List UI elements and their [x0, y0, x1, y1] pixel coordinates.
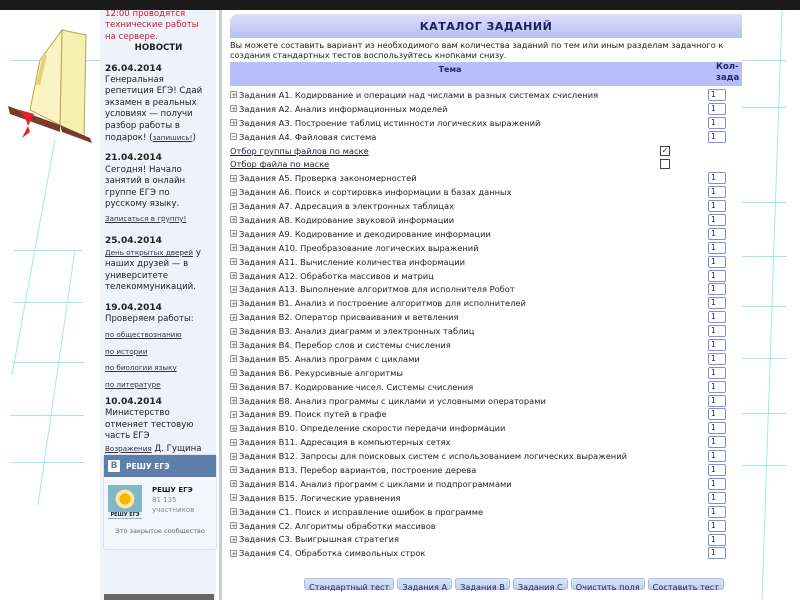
topic-label[interactable]: Задания A11. Вычисление количества информации: [239, 256, 466, 267]
intro-text: [230, 40, 742, 60]
expand-icon[interactable]: +: [231, 535, 237, 544]
expand-icon[interactable]: +: [231, 216, 237, 225]
task-count-input[interactable]: 1: [708, 242, 726, 254]
task-count-input[interactable]: 1: [708, 117, 726, 129]
avatar-label: РЕШУ ЕГЭ: [108, 512, 142, 518]
topic-label[interactable]: Задания A2. Анализ информационных моделей: [239, 103, 448, 114]
expand-icon[interactable]: +: [231, 341, 237, 350]
expand-icon[interactable]: +: [231, 313, 237, 322]
topic-row: [230, 352, 742, 366]
open-day-link[interactable]: День открытых дверей: [105, 247, 194, 257]
topic-label[interactable]: Задания A13. Выполнение алгоритмов для исполнителя Робот: [239, 284, 515, 295]
topic-label[interactable]: Задания A6. Поиск и сортировка информации в базах данных: [239, 187, 512, 198]
topic-label[interactable]: Задания C3. Выигрышная стратегия: [239, 534, 399, 545]
news-item: [105, 64, 212, 145]
expand-icon[interactable]: +: [231, 299, 237, 308]
vk-group-name[interactable]: РЕШУ ЕГЭ: [152, 486, 193, 494]
social-studies-link[interactable]: по обществознанию: [105, 330, 182, 340]
topic-label[interactable]: Задания B1. Анализ и построение алгоритмов для исполнителей: [239, 298, 526, 309]
expand-icon[interactable]: +: [231, 230, 237, 239]
topic-row: [230, 394, 742, 408]
subtopic-link[interactable]: Отбор файла по маске: [230, 159, 330, 170]
news-date: 10.04.2014: [105, 396, 162, 407]
topic-row: [230, 546, 742, 560]
topic-row: [230, 366, 742, 380]
topic-row: [230, 519, 742, 533]
expand-icon[interactable]: +: [231, 494, 237, 503]
column-header-count-line: Кол-: [716, 62, 739, 72]
topic-row: [230, 185, 742, 199]
grid-diagonals-right: [742, 10, 800, 600]
topic-label[interactable]: Задания A1. Кодирование и операции над числами в разных системах счисления: [239, 89, 599, 100]
news-date: 26.04.2014: [105, 63, 162, 74]
topic-row: [230, 282, 742, 296]
biology-link[interactable]: по биологии языку: [105, 363, 177, 373]
expand-icon[interactable]: +: [231, 174, 237, 183]
task-count-input[interactable]: 1: [708, 200, 726, 212]
task-count-input[interactable]: 1: [708, 534, 726, 546]
tasks-a-button[interactable]: Задания A: [397, 578, 452, 590]
news-text-end: ): [192, 133, 196, 144]
news-author: Д. Гущина: [151, 443, 202, 454]
expand-icon[interactable]: +: [231, 91, 237, 100]
task-count-input[interactable]: 1: [708, 311, 726, 323]
topic-label[interactable]: Задания B14. Анализ программ с циклами и подпрограммами: [239, 478, 512, 489]
topic-row: [230, 102, 742, 116]
tasks-b-button[interactable]: Задания B: [455, 578, 510, 590]
expand-icon[interactable]: +: [231, 383, 237, 392]
task-count-input[interactable]: 1: [708, 89, 726, 101]
task-count-input[interactable]: 1: [708, 103, 726, 115]
page-title: КАТАЛОГ ЗАДАНИЙ: [230, 14, 742, 38]
expand-icon[interactable]: +: [231, 424, 237, 433]
topic-row: [230, 421, 742, 435]
window-top-bar: [0, 0, 800, 10]
topic-label[interactable]: Задания A10. Преобразование логических выражений: [239, 242, 479, 253]
topic-list: [230, 88, 742, 560]
sidebar-divider: [219, 10, 222, 600]
expand-icon[interactable]: +: [231, 397, 237, 406]
topic-row: [230, 255, 742, 269]
topic-label[interactable]: Задания B2. Оператор присваивания и ветвления: [239, 312, 459, 323]
topic-row: [230, 338, 742, 352]
task-count-input[interactable]: 1: [708, 381, 726, 393]
vk-closed-note: Это закрытое сообщество: [115, 527, 205, 535]
main-content: [224, 10, 742, 600]
expand-icon[interactable]: +: [231, 355, 237, 364]
topic-label[interactable]: Задания B10. Определение скорости передачи информации: [239, 423, 506, 434]
task-count-input[interactable]: 1: [708, 450, 726, 462]
news-item: [105, 303, 212, 391]
task-count-input[interactable]: 1: [708, 436, 726, 448]
collapse-icon[interactable]: −: [231, 133, 237, 142]
task-count-input[interactable]: 1: [708, 325, 726, 337]
expand-icon[interactable]: +: [231, 438, 237, 447]
expand-icon[interactable]: +: [231, 480, 237, 489]
news-date: 19.04.2014: [105, 302, 162, 313]
topic-label[interactable]: Задания B8. Анализ программы с циклами и условными операторами: [239, 395, 546, 406]
topic-row: [230, 130, 742, 144]
vk-header-title: РЕШУ ЕГЭ: [126, 461, 170, 471]
expand-icon[interactable]: +: [231, 327, 237, 336]
news-text: Генеральная репетиция ЕГЭ! Сдай экзамен в реальных условиях — получи разбор работы в подарок! (: [105, 75, 203, 144]
task-count-input[interactable]: 1: [708, 270, 726, 282]
topic-label[interactable]: Задания A12. Обработка массивов и матриц: [239, 270, 434, 281]
topic-label[interactable]: Задания A4. Файловая система: [239, 131, 377, 142]
topic-row: [230, 199, 742, 213]
topic-label[interactable]: Задания A3. Построение таблиц истинности логических выражений: [239, 117, 541, 128]
topic-label[interactable]: Задания B7. Кодирование чисел. Системы счисления: [239, 381, 474, 392]
news-text: Сегодня! Начало занятий в онлайн группе ЕГЭ по русскому языку.: [105, 164, 186, 210]
topic-row: [230, 324, 742, 338]
task-count-input[interactable]: 1: [708, 172, 726, 184]
task-count-input[interactable]: 1: [708, 478, 726, 490]
topic-label[interactable]: Задания A5. Проверка закономерностей: [239, 173, 417, 184]
task-count-input[interactable]: 1: [708, 547, 726, 559]
task-count-input[interactable]: 1: [708, 353, 726, 365]
topic-label[interactable]: Задания B13. Перебор вариантов, построение дерева: [239, 464, 477, 475]
topic-label[interactable]: Задания B11. Адресация в компьютерных сетях: [239, 437, 451, 448]
topic-label[interactable]: Задания B6. Рекурсивные алгоритмы: [239, 367, 403, 378]
news-date: 21.04.2014: [105, 153, 162, 164]
task-count-input[interactable]: 1: [708, 214, 726, 226]
expand-icon[interactable]: +: [231, 105, 237, 114]
topic-row: [230, 88, 742, 102]
task-count-input[interactable]: 1: [708, 131, 726, 143]
standard-test-button[interactable]: Стандартный тест: [304, 578, 394, 590]
topic-label[interactable]: Задания C2. Алгоритмы обработки массивов: [239, 520, 436, 531]
column-header-count: [716, 62, 739, 84]
intro-line: создания стандартных тестов воспользуйтесь кнопками снизу.: [230, 50, 507, 60]
tasks-c-button[interactable]: Задания C: [513, 578, 568, 590]
subtopic-checkbox[interactable]: [660, 159, 670, 169]
topic-row: [230, 296, 742, 310]
topic-row: [230, 449, 742, 463]
expand-icon[interactable]: +: [231, 410, 237, 419]
expand-icon[interactable]: +: [231, 188, 237, 197]
topic-row: [230, 116, 742, 130]
book-illustration-icon: [0, 10, 100, 150]
expand-icon[interactable]: +: [231, 258, 237, 267]
topic-label[interactable]: Задания B12. Запросы для поисковых систем с использованием логических выражений: [239, 451, 628, 462]
topic-row: [230, 407, 742, 421]
subtopic-row: [230, 157, 742, 171]
literature-link[interactable]: по литературе: [105, 379, 161, 389]
task-count-input[interactable]: 1: [708, 367, 726, 379]
vk-widget[interactable]: [103, 454, 217, 550]
task-count-input[interactable]: 1: [708, 506, 726, 518]
expand-icon[interactable]: +: [231, 285, 237, 294]
task-count-input[interactable]: 1: [708, 422, 726, 434]
topic-label[interactable]: Задания B9. Поиск путей в графе: [239, 409, 387, 420]
subtopic-link[interactable]: Отбор группы файлов по маске: [230, 145, 369, 156]
intro-line: Вы можете составить вариант из необходимого вам количества заданий по тем или иным разделам задачного к: [230, 40, 724, 50]
task-count-input[interactable]: 1: [708, 339, 726, 351]
maintenance-alert: 12:00 проводятся технические работы на сервере.: [105, 10, 199, 42]
history-link[interactable]: по истории: [105, 346, 148, 356]
expand-icon[interactable]: +: [231, 508, 237, 517]
topic-row: [230, 213, 742, 227]
join-group-link[interactable]: Записаться в группу!: [105, 213, 187, 223]
topic-label[interactable]: Задания A7. Адресация в электронных таблицах: [239, 201, 454, 212]
topic-label[interactable]: Задания B15. Логические уравнения: [239, 492, 401, 503]
vk-group-avatar[interactable]: [108, 485, 142, 519]
topic-label[interactable]: Задания B4. Перебор слов и системы счисления: [239, 339, 451, 350]
vk-members-count: 81 135: [152, 496, 177, 504]
expand-icon[interactable]: +: [231, 452, 237, 461]
topic-row: [230, 505, 742, 519]
task-count-input[interactable]: 1: [708, 520, 726, 532]
topic-row: [230, 477, 742, 491]
vk-logo-icon: В: [108, 460, 120, 472]
task-count-input[interactable]: 1: [708, 464, 726, 476]
subtopic-row: [230, 144, 742, 158]
expand-icon[interactable]: +: [231, 244, 237, 253]
sun-icon: [114, 488, 136, 510]
topic-label[interactable]: Задания B5. Анализ программ с циклами: [239, 353, 420, 364]
compose-test-button[interactable]: Составить тест: [648, 578, 724, 590]
news-text: у наших друзей — в университете телекоммуникаций.: [105, 247, 201, 293]
task-count-input[interactable]: 1: [708, 408, 726, 420]
news-text: Проверяем работы:: [105, 313, 194, 324]
topic-row: [230, 533, 742, 547]
task-count-input[interactable]: 1: [708, 395, 726, 407]
task-count-input[interactable]: 1: [708, 186, 726, 198]
expand-icon[interactable]: +: [231, 522, 237, 531]
news-date: 25.04.2014: [105, 235, 162, 246]
news-title: НОВОСТИ: [134, 43, 183, 54]
news-item: [105, 153, 212, 226]
news-item: [105, 236, 212, 294]
expand-icon[interactable]: +: [231, 369, 237, 378]
expand-icon[interactable]: +: [231, 466, 237, 475]
topic-label[interactable]: Задания A8. Кодирование звуковой информации: [239, 214, 455, 225]
topic-label[interactable]: Задания C4. Обработка символьных строк: [239, 548, 426, 559]
column-header-count-line: зада: [716, 73, 740, 83]
expand-icon[interactable]: +: [231, 119, 237, 128]
topic-row: [230, 241, 742, 255]
task-count-input[interactable]: 1: [708, 492, 726, 504]
topic-row: [230, 463, 742, 477]
expand-icon[interactable]: +: [231, 549, 237, 558]
objections-link[interactable]: Возражения: [105, 443, 152, 453]
topic-label[interactable]: Задания C1. Поиск и исправление ошибок в программе: [239, 506, 484, 517]
task-count-input[interactable]: 1: [708, 283, 726, 295]
topic-label[interactable]: Задания A9. Кодирование и декодирование информации: [239, 228, 491, 239]
signup-link[interactable]: запишись!: [152, 133, 193, 143]
table-header: [230, 62, 742, 86]
topic-row: [230, 269, 742, 283]
topic-label[interactable]: Задания B3. Анализ диаграмм и электронных таблиц: [239, 326, 475, 337]
clear-fields-button[interactable]: Очистить поля: [571, 578, 645, 590]
sidebar-bottom-banner: [104, 594, 214, 600]
topic-row: [230, 380, 742, 394]
task-count-input[interactable]: 1: [708, 297, 726, 309]
task-count-input[interactable]: 1: [708, 256, 726, 268]
column-header-theme: Тема: [438, 65, 462, 74]
news-text: Министерство отменяет тестовую часть ЕГЭ: [105, 408, 194, 442]
topic-row: [230, 227, 742, 241]
task-count-input[interactable]: 1: [708, 228, 726, 240]
topic-row: [230, 171, 742, 185]
topic-row: [230, 435, 742, 449]
action-buttons: [304, 578, 724, 590]
subtopic-checkbox[interactable]: ✓: [661, 145, 669, 155]
expand-icon[interactable]: +: [231, 202, 237, 211]
topic-row: [230, 310, 742, 324]
expand-icon[interactable]: +: [231, 272, 237, 281]
vk-members-label: участников: [152, 506, 195, 514]
topic-row: [230, 491, 742, 505]
news-item: [105, 397, 212, 455]
